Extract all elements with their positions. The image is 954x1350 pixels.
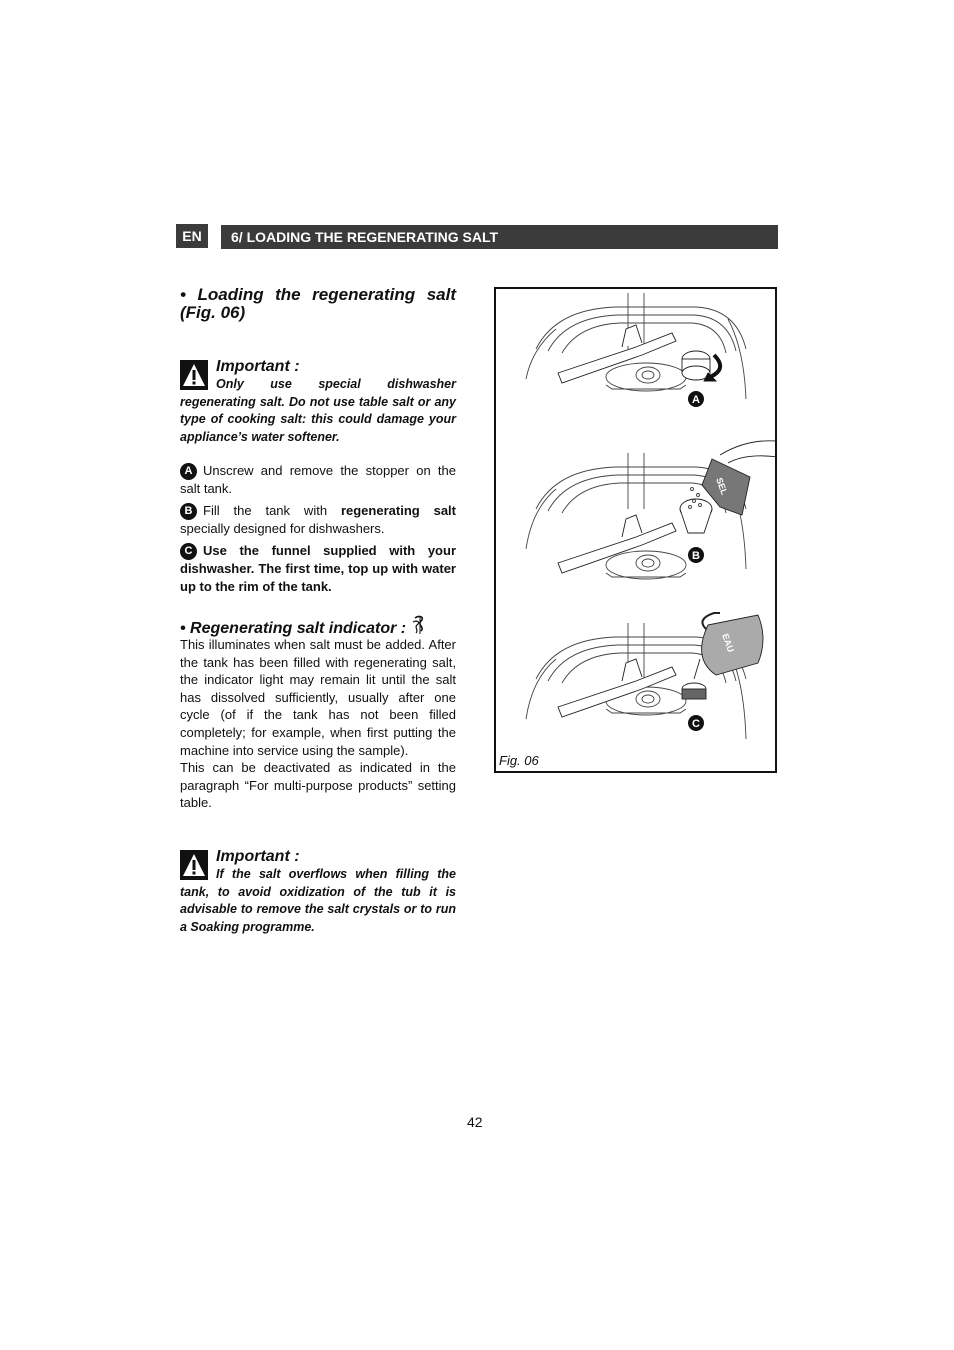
- svg-text:SEL: SEL: [714, 476, 730, 497]
- language-tab: EN: [176, 224, 208, 248]
- panel-b-funnel: [680, 488, 712, 534]
- important-text: If the salt overflows when filling the tank, to avoid oxidization of the tub it is advisable to remove the salt crystals or to run a Soaking programme.: [180, 867, 456, 934]
- important-title: Important :: [216, 848, 300, 865]
- step-a-marker: A: [180, 463, 197, 480]
- figure-caption: Fig. 06: [499, 753, 539, 768]
- panel-a-spray-arm: [558, 325, 676, 383]
- panel-c-label: [688, 715, 704, 731]
- section-title: 6/ LOADING THE REGENERATING SALT: [221, 225, 778, 249]
- figure-illustration: [496, 289, 775, 771]
- step-b-marker: B: [180, 503, 197, 520]
- step-b-text-bold: regenerating salt: [340, 503, 456, 518]
- step-b-text-post: specially designed for dishwashers.: [180, 521, 385, 536]
- important-text: Only use special dishwasher regenerating salt. Do not use table salt or any type of cooking salt: this could damage your appliance’s water softener.: [180, 377, 456, 444]
- indicator-paragraph-1: This illuminates when salt must be added. After the tank has been filled with regenerating salt, the indicator light may remain lit until the salt has dissolved sufficiently, usually after one cycle (of if the tank has not been filled completely; for example, when first putting the machine into service using the sample).: [180, 637, 456, 758]
- page-number: 42: [467, 1114, 483, 1130]
- important-title: Important :: [216, 358, 300, 375]
- step-c: [180, 542, 456, 595]
- step-a: [180, 462, 456, 498]
- important-block-1: [180, 360, 456, 450]
- panel-a-label: [688, 391, 704, 407]
- panel-c-tank: [682, 683, 706, 699]
- salt-indicator-icon: [411, 615, 429, 635]
- indicator-paragraph-2: This can be deactivated as indicated in the paragraph “For multi-purpose products” setting table.: [180, 760, 456, 811]
- step-a-text: Unscrew and remove the stopper on the salt tank.: [180, 463, 456, 496]
- panel-c-water-jug: [694, 613, 763, 679]
- panel-a-stopper: [682, 351, 720, 381]
- panel-b-salt-pack: [702, 441, 775, 515]
- svg-text:B: B: [692, 550, 700, 562]
- svg-text:EAU: EAU: [720, 632, 737, 654]
- svg-text:C: C: [692, 718, 700, 730]
- step-c-marker: C: [180, 543, 197, 560]
- panel-a-illustration: [526, 293, 746, 399]
- panel-b-label: [688, 547, 704, 563]
- svg-text:A: A: [692, 394, 700, 406]
- figure-06: [494, 287, 777, 773]
- indicator-heading-text: • Regenerating salt indicator :: [180, 620, 407, 637]
- step-b-text-pre: Fill the tank with: [203, 503, 341, 518]
- step-b: [180, 502, 456, 538]
- panel-b-spray-arm: [558, 515, 676, 573]
- important-block-2: [180, 850, 456, 940]
- loading-salt-heading: • Loading the regenerating salt (Fig. 06): [180, 285, 456, 322]
- step-c-text: Use the funnel supplied with your dishwasher. The first time, top up with water up to the rim of the tank.: [180, 543, 456, 594]
